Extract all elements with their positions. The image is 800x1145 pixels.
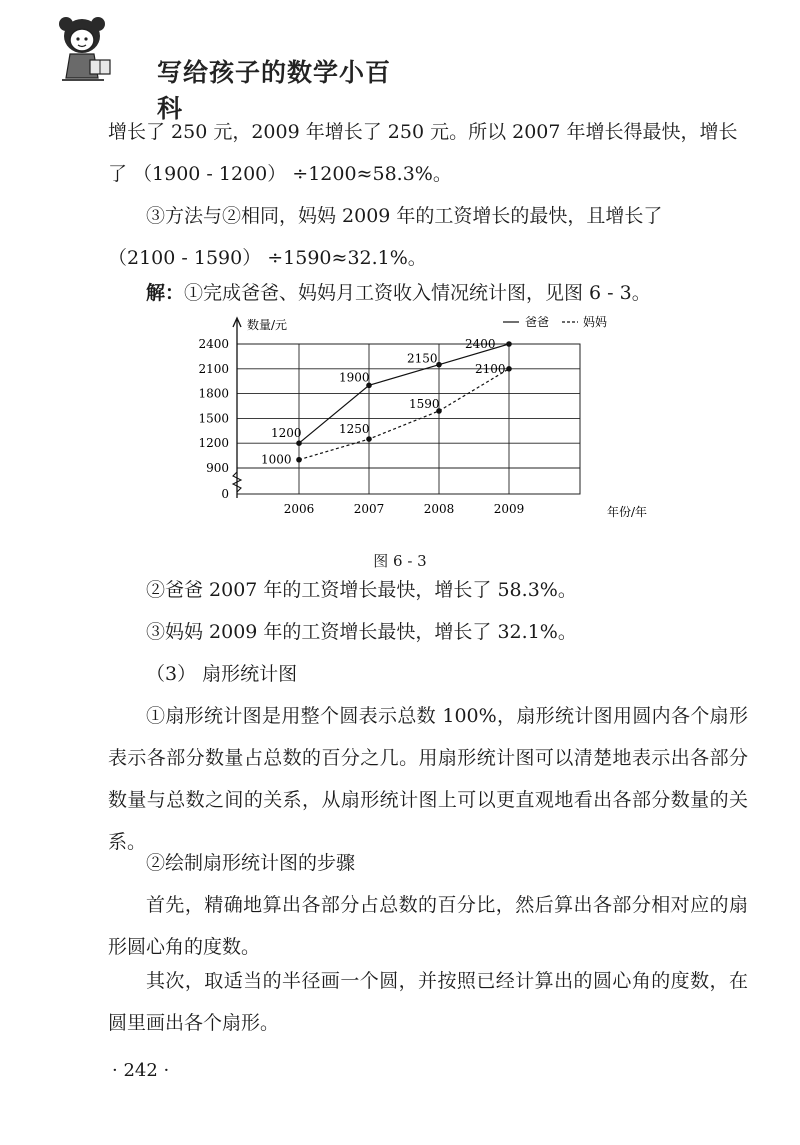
y-tick-label: 1800 <box>198 386 229 401</box>
paragraph-3: ②爸爸 2007 年的工资增长最快，增长了 58.3%。 <box>146 579 577 601</box>
data-label: 2150 <box>407 351 438 366</box>
y-tick-label: 1200 <box>198 436 229 451</box>
figure-caption: 图 6 - 3 <box>373 552 427 570</box>
legend-entry-mom: 妈妈 <box>583 315 608 329</box>
data-point <box>506 366 512 372</box>
y-axis-label: 数量/元 <box>247 318 288 332</box>
y-tick-label: 0 <box>221 487 229 501</box>
paragraph-2-line-1: ③方法与②相同，妈妈 2009 年的工资增长的最快，且增长了 <box>146 205 663 227</box>
paragraph-8: 首先，精确地算出各部分占总数的百分比，然后算出各部分相对应的扇形圆心角的度数。 <box>108 894 748 958</box>
grid-frame <box>237 344 580 494</box>
y-tick-label: 900 <box>206 461 229 475</box>
x-tick-label: 2009 <box>493 502 525 516</box>
page-number: · 242 · <box>112 1060 170 1081</box>
paragraph-6: ①扇形统计图是用整个圆表示总数 100%，扇形统计图用圆内各个扇形表示各部分数量占总数的百分之几。用扇形统计图可以清楚地表示出各部分数量与总数之间的关系，从扇形统计图上可以更直观地看出各部分数量的关系。 <box>108 705 748 853</box>
paragraph-7: ②绘制扇形统计图的步骤 <box>146 852 356 874</box>
x-axis-label: 年份/年 <box>607 505 648 519</box>
data-point <box>296 457 302 463</box>
data-point <box>506 341 512 347</box>
girl-reading-icon <box>52 8 152 88</box>
solution-label: 解： <box>146 282 185 304</box>
data-point <box>296 440 302 446</box>
data-label: 2400 <box>465 337 496 351</box>
line-chart <box>195 308 685 533</box>
series-line-mom <box>299 369 509 460</box>
y-tick-label: 2400 <box>198 337 229 351</box>
section-heading-pie-chart: （3） 扇形统计图 <box>146 663 298 685</box>
solution-text: ①完成爸爸、妈妈月工资收入情况统计图，见图 6 - 3。 <box>184 282 651 304</box>
data-label: 1250 <box>339 422 370 437</box>
y-tick-label: 2100 <box>198 361 229 376</box>
data-label: 1200 <box>271 426 302 441</box>
paragraph-4: ③妈妈 2009 年的工资增长最快，增长了 32.1%。 <box>146 621 577 643</box>
paragraph-1-line-1: 增长了 250 元，2009 年增长了 250 元。所以 2007 年增长得最快，增长 <box>108 121 738 143</box>
y-tick-label: 1500 <box>198 411 229 426</box>
legend-entry-dad: 爸爸 <box>525 315 550 329</box>
data-label: 1590 <box>409 396 440 411</box>
x-tick-label: 2008 <box>423 502 455 516</box>
paragraph-9: 其次，取适当的半径画一个圆，并按照已经计算出的圆心角的度数，在圆里画出各个扇形。 <box>108 970 748 1034</box>
x-tick-label: 2007 <box>353 502 385 516</box>
paragraph-1-line-2: 了 （1900 - 1200） ÷1200≈58.3%。 <box>108 163 452 185</box>
data-point <box>366 436 372 442</box>
header-title: 写给孩子的数学小百科 <box>157 58 392 123</box>
data-label: 2100 <box>475 361 506 376</box>
page-header <box>52 8 412 123</box>
x-tick-label: 2006 <box>283 502 315 516</box>
data-label: 1000 <box>261 452 292 467</box>
data-label: 1900 <box>339 370 370 385</box>
paragraph-2-line-2: （2100 - 1590） ÷1590≈32.1%。 <box>108 247 427 269</box>
